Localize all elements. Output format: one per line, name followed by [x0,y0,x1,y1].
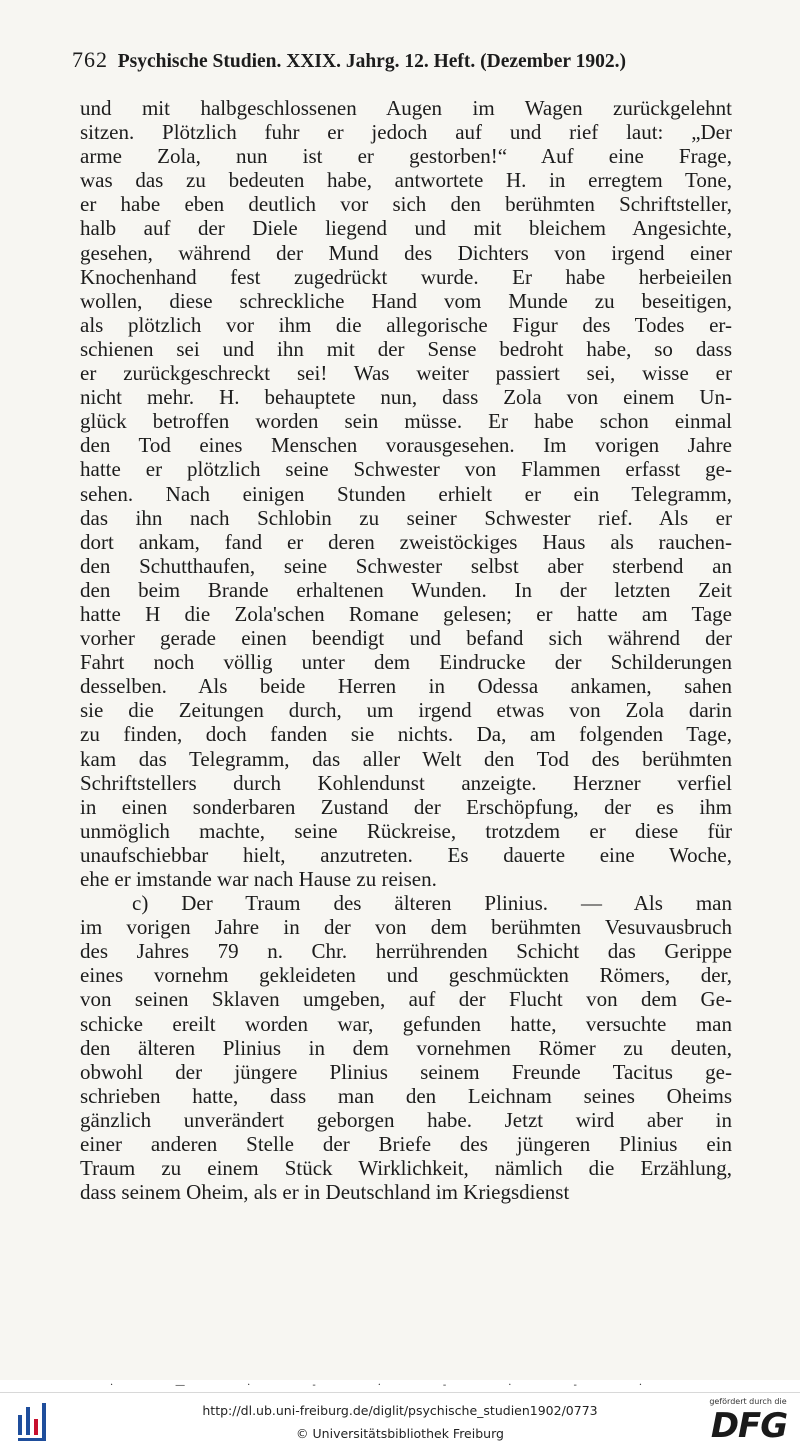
text-line: dass seinem Oheim, als er in Deutschland im Kriegsdienst [80,1180,570,1205]
dfg-logo: DFG [710,1406,788,1446]
text-line: Schriftstellers durch Kohlendunst anzeigte. Herzner verfiel [80,770,732,795]
page-number: 762 [72,47,108,72]
text-line: schicke ereilt worden war, gefunden hatte, versuchte man [80,1011,732,1036]
text-line: und mit halbgeschlossenen Augen im Wagen zurückgelehnt [80,96,732,120]
text-line: halb auf der Diele liegend und mit bleichem Angesichte, [80,216,732,241]
copyright-notice: © Universitätsbibliothek Freiburg [296,1426,504,1441]
running-header [72,44,732,76]
page-bottom-marks: ·—·-·-·-· [110,1380,705,1391]
text-line: schrieben hatte, dass man den Leichnam seines Oheims [80,1083,732,1108]
text-line: Knochenhand fest zugedrückt wurde. Er habe herbeieilen [80,264,732,289]
text-line: den beim Brande erhaltenen Wunden. In der letzten Zeit [80,577,732,602]
text-line: eines vornehm gekleideten und geschmückten Römers, der, [80,963,732,988]
funding-note: gefördert durch die [709,1397,787,1406]
text-line: vorher gerade einen beendigt und befand sich während der [80,626,732,651]
text-line: er habe eben deutlich vor sich den berühmten Schriftsteller, [80,192,732,217]
text-line: dort ankam, fand er deren zweistöckiges Haus als rauchen- [80,529,732,554]
text-line: in einen sonderbaren Zustand der Erschöpfung, der es ihm [80,794,732,819]
text-line: das ihn nach Schlobin zu seiner Schwester rief. Als er [80,505,732,530]
text-line: hatte H die Zola'schen Romane gelesen; er hatte am Tage [80,601,732,626]
ub-freiburg-logo-icon [16,1401,54,1443]
text-line: glück betroffen worden sein müsse. Er habe schon einmal [80,409,732,434]
text-line: sitzen. Plötzlich fuhr er jedoch auf und rief laut: „Der [80,120,732,145]
text-line: obwohl der jüngere Plinius seinem Freunde Tacitus ge- [80,1059,732,1084]
text-line: kam das Telegramm, das aller Welt den Tod des berühmten [80,746,732,771]
text-line: unmöglich machte, seine Rückreise, trotzdem er diese für [80,818,732,843]
text-line: einer anderen Stelle der Briefe des jüngeren Plinius ein [80,1132,732,1157]
text-line: gesehen, während der Mund des Dichters von irgend einer [80,240,732,265]
text-line: hatte er plötzlich seine Schwester von Flammen erfasst ge- [80,457,732,482]
text-line: den Tod eines Menschen vorausgesehen. Im vorigen Jahre [80,433,732,458]
text-line: sie die Zeitungen durch, um irgend etwas von Zola darin [80,698,732,723]
text-line: wollen, diese schreckliche Hand vom Munde zu beseitigen, [80,288,732,313]
text-line: Fahrt noch völlig unter dem Eindrucke der Schilderungen [80,650,732,675]
text-line: unaufschiebbar hielt, anzutreten. Es dauerte eine Woche, [80,842,732,867]
text-line: was das zu bedeuten habe, antwortete H. in erregtem Tone, [80,168,732,193]
text-line: schienen sei und ihn mit der Sense bedroht habe, so dass [80,336,732,361]
text-line: den Schutthaufen, seine Schwester selbst aber sterbend an [80,553,732,578]
running-title: Psychische Studien. XXIX. Jahrg. 12. Heft. (Dezember 1902.) [117,51,626,72]
text-line: des Jahres 79 n. Chr. herrührenden Schicht das Gerippe [80,939,732,964]
text-line: Traum zu einem Stück Wirklichkeit, nämlich die Erzählung, [80,1156,732,1181]
document-url-link[interactable]: http://dl.ub.uni-freiburg.de/diglit/psychische_studien1902/0773 [202,1403,598,1418]
viewer-footer [0,1392,800,1451]
text-line: als plötzlich vor ihm die allegorische Figur des Todes er- [80,312,732,337]
text-line: im vorigen Jahre in der von dem berühmten Vesuvausbruch [80,915,732,940]
text-line: arme Zola, nun ist er gestorben!“ Auf eine Frage, [80,144,732,169]
text-line: ehe er imstande war nach Hause zu reisen. [80,867,437,891]
text-line: von seinen Sklaven umgeben, auf der Flucht von dem Ge- [80,987,732,1012]
text-line: c) Der Traum des älteren Plinius. — Als man [132,891,732,916]
text-line: zu finden, doch fanden sie nichts. Da, am folgenden Tage, [80,722,732,747]
text-line: sehen. Nach einigen Stunden erhielt er ein Telegramm, [80,481,732,506]
text-line: den älteren Plinius in dem vornehmen Römer zu deuten, [80,1035,732,1060]
text-line: gänzlich unverändert geborgen habe. Jetzt wird aber in [80,1107,732,1132]
body-text [80,96,732,1204]
text-line: desselben. Als beide Herren in Odessa ankamen, sahen [80,674,732,699]
text-line: er zurückgeschreckt sei! Was weiter passiert sei, wisse er [80,361,732,386]
text-line: nicht mehr. H. behauptete nun, dass Zola von einem Un- [80,385,732,410]
